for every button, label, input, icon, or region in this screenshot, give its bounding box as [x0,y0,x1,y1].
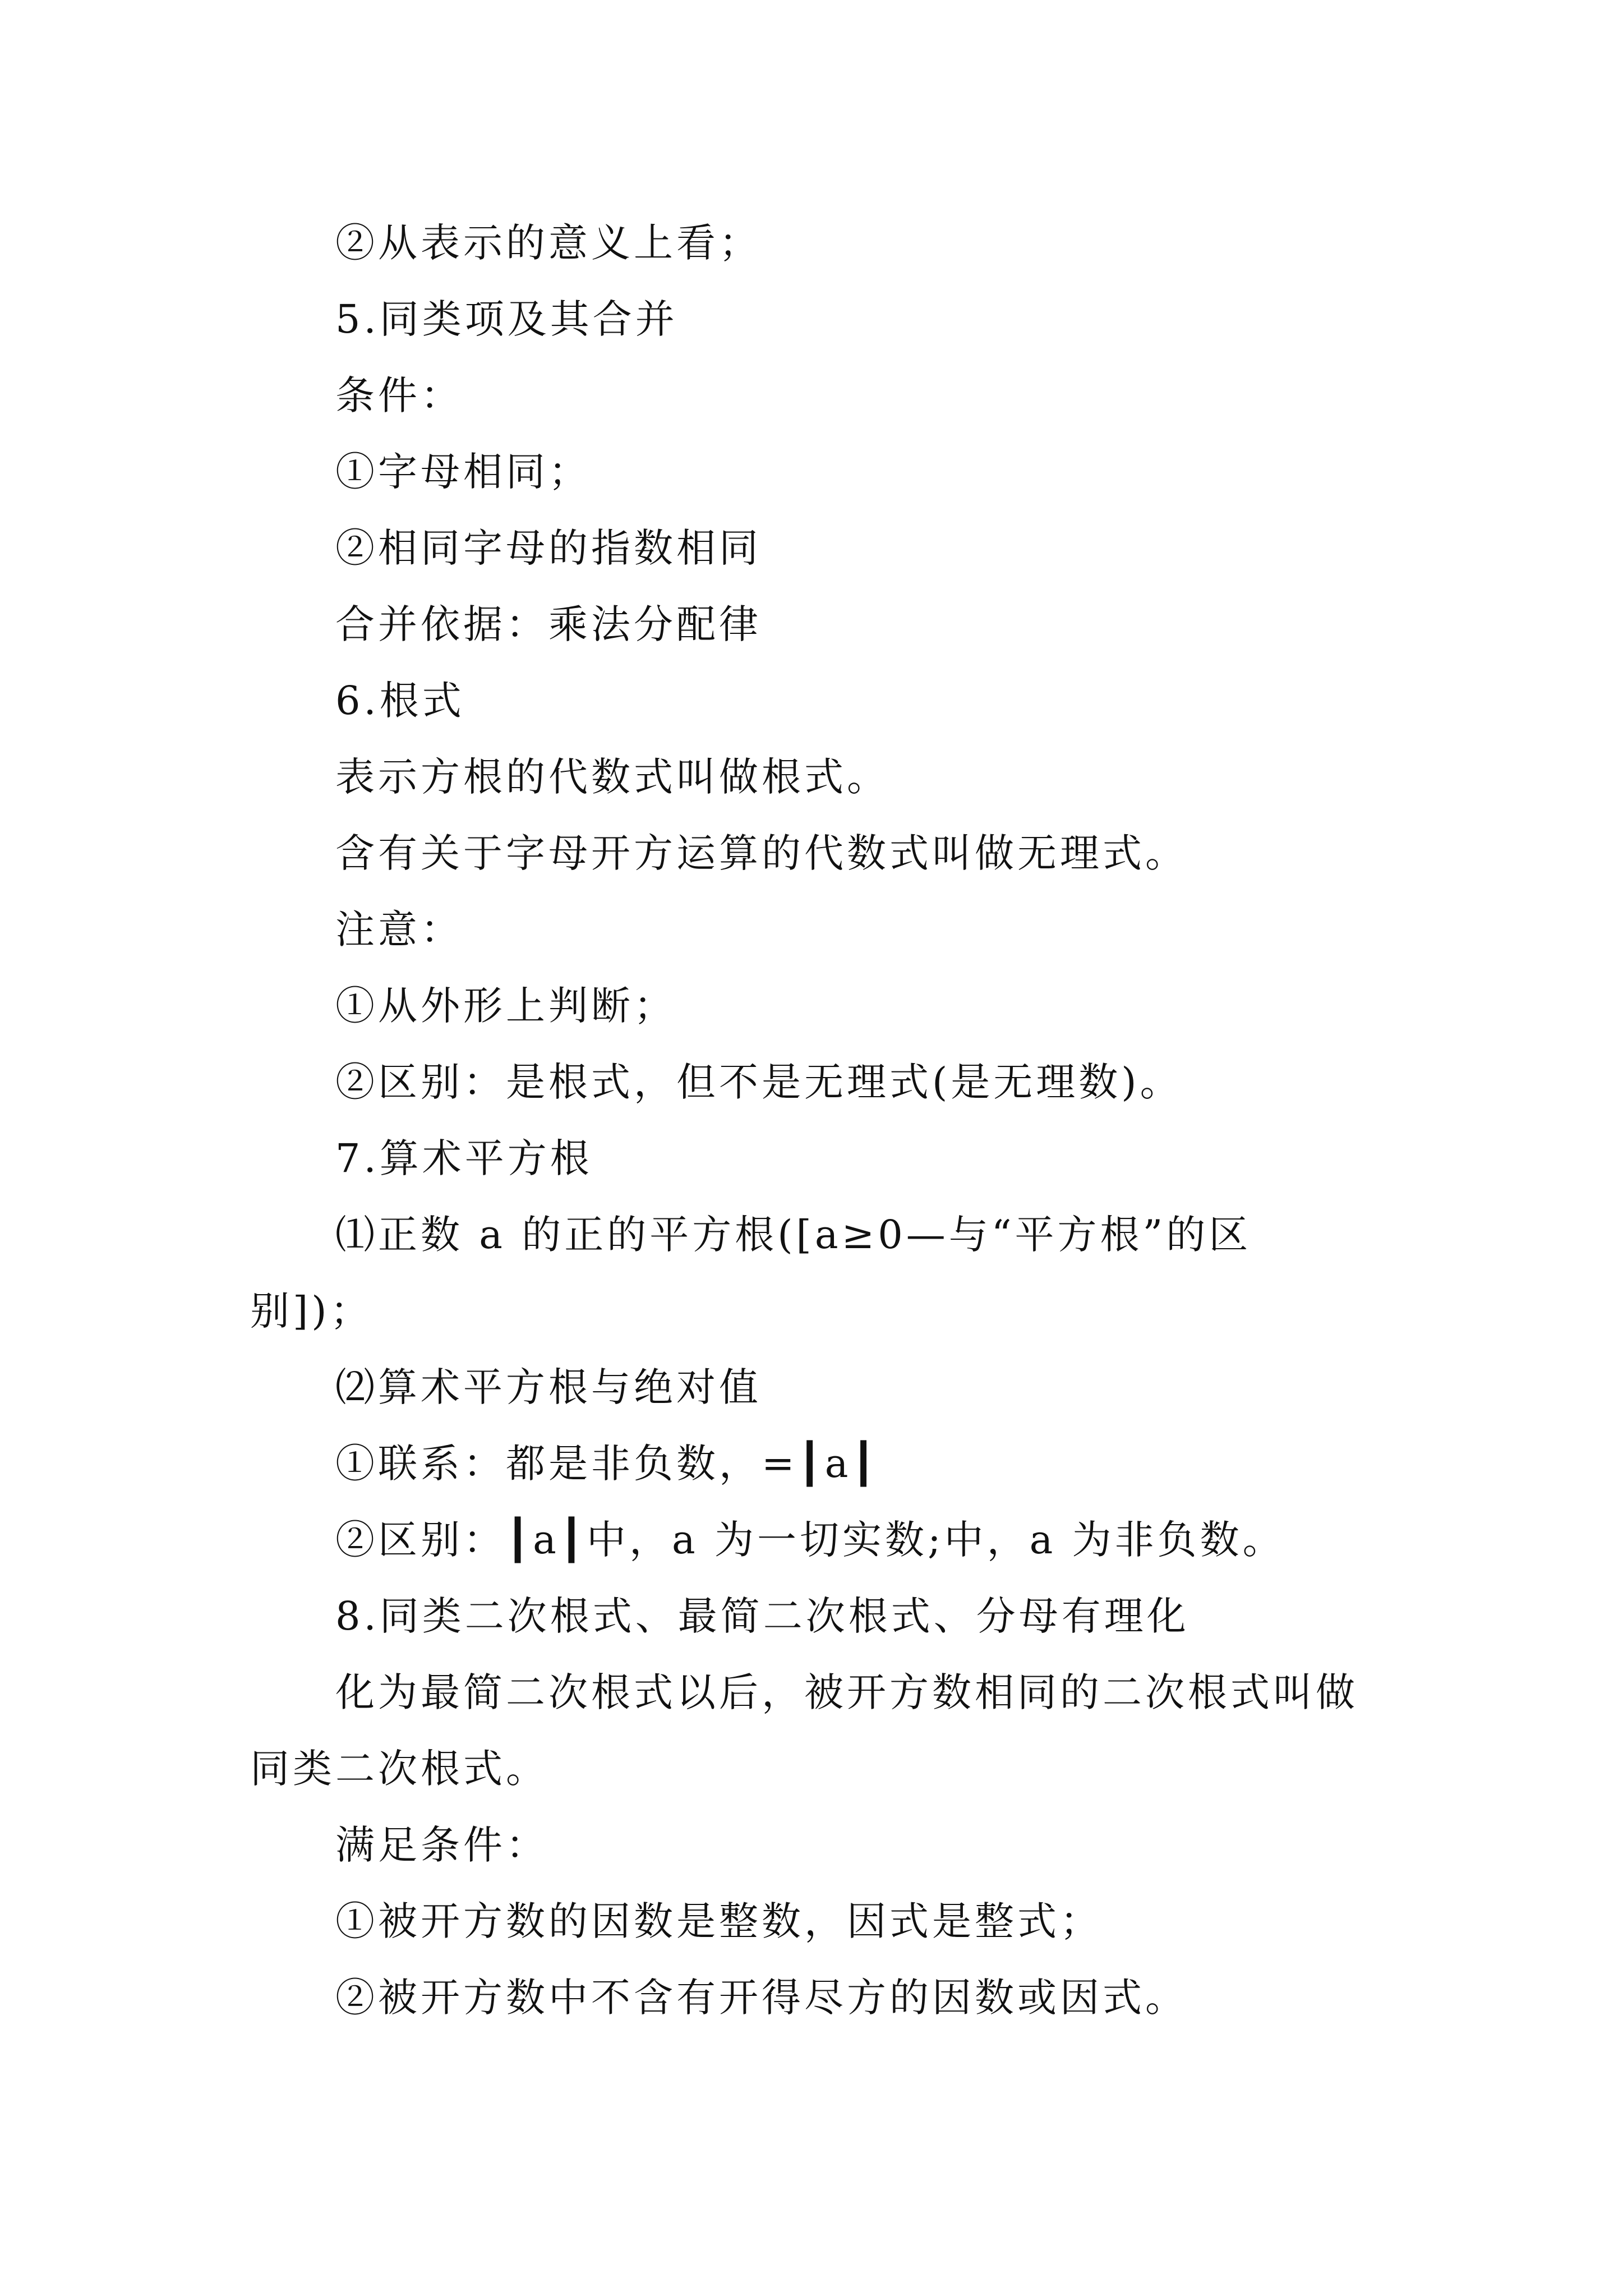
text-line: 注意： [335,907,463,953]
list-item: ②相同字母的指数相同 [335,525,762,571]
section-heading: 6.根式 [335,678,465,724]
text-line: 合并依据：乘法分配律 [335,601,762,647]
text-line: 别])； [250,1288,373,1334]
list-item: ②区别：┃a┃中，a 为一切实数;中，a 为非负数。 [335,1517,1285,1563]
text-line: 表示方根的代数式叫做根式。 [335,754,889,800]
text-line: ⑵算术平方根与绝对值 [335,1364,762,1410]
section-heading: 8.同类二次根式、最简二次根式、分母有理化 [335,1593,1189,1639]
text-line: 条件： [335,372,463,418]
list-item: ②区别：是根式，但不是无理式(是无理数)。 [335,1059,1183,1105]
list-item: ②被开方数中不含有开得尽方的因数或因式。 [335,1975,1188,2021]
text-line: 含有关于字母开方运算的代数式叫做无理式。 [335,830,1188,876]
list-item: ①字母相同； [335,449,591,495]
list-item: ①联系：都是非负数，=┃a┃ [335,1441,879,1487]
text-line: 化为最简二次根式以后，被开方数相同的二次根式叫做 [335,1669,1358,1715]
text-line: 满足条件： [335,1822,548,1868]
text-line: ⑴正数 a 的正的平方根([a≥0—与“平方根”的区 [335,1212,1252,1258]
text-line: ②从表示的意义上看； [335,220,762,266]
text-line: 同类二次根式。 [250,1746,548,1792]
list-item: ①从外形上判断； [335,983,676,1029]
section-heading: 7.算术平方根 [335,1135,593,1181]
list-item: ①被开方数的因数是整数，因式是整式； [335,1898,1103,1944]
section-heading: 5.同类项及其合并 [335,296,678,342]
